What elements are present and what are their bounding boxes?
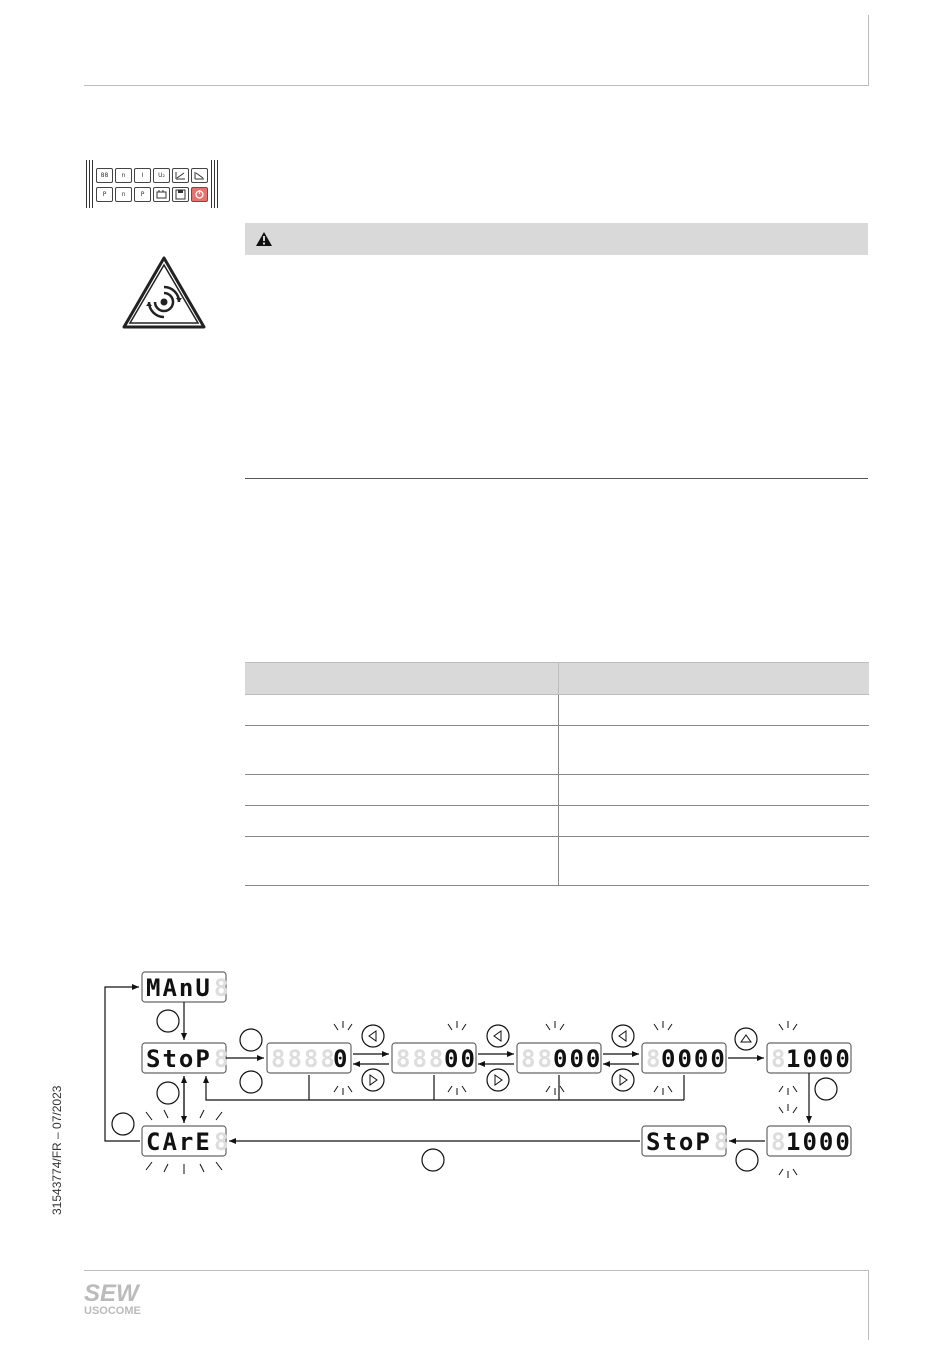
svg-text:8: 8: [214, 1128, 231, 1156]
keypad-graphic: [86, 160, 218, 208]
svg-text:8: 8: [771, 1045, 788, 1073]
display-d2-text: 00: [444, 1045, 477, 1073]
step-marker-3: [240, 1071, 262, 1093]
display-stop2-text: StoP: [646, 1128, 712, 1156]
svg-text:8: 8: [714, 1128, 731, 1156]
left-arrow-key-icon: [362, 1025, 384, 1047]
logo-bottom-text: USOCOME: [84, 1305, 141, 1317]
table-row: [245, 806, 869, 837]
warning-icon: [255, 231, 273, 247]
document-id: 31543774/FR – 07/2023: [50, 1085, 64, 1215]
save-icon: [173, 188, 188, 201]
table-header-cell: [245, 663, 559, 695]
footer-vertical-rule: [868, 1270, 869, 1340]
display-d1-text: 0: [333, 1045, 350, 1073]
footer-rule: [84, 1270, 869, 1271]
step-marker-8: [422, 1149, 444, 1171]
up-arrow-key-icon: [735, 1028, 757, 1050]
speed-key: n: [115, 168, 132, 183]
warning-header-bar: [245, 223, 868, 255]
svg-text:8: 8: [214, 1045, 231, 1073]
table-header-row: [245, 663, 869, 695]
header-rule: [84, 85, 869, 86]
display-key: 88: [96, 168, 113, 183]
table-header-cell: [559, 663, 870, 695]
manual-mode-flow-diagram: [0, 960, 950, 1180]
voltage-key: U₂: [153, 168, 170, 183]
right-arrow-key-icon: [487, 1069, 509, 1091]
speed-setpoint-key: n: [115, 187, 132, 202]
step-marker-6: [815, 1078, 837, 1100]
manual-mode-key: [153, 187, 170, 202]
ramp-down-key: [191, 168, 208, 183]
data-table: [245, 662, 869, 886]
right-arrow-key-icon: [612, 1069, 634, 1091]
display-care-text: CArE: [146, 1128, 212, 1156]
step-marker-5: [112, 1113, 134, 1135]
step-marker-2: [240, 1029, 262, 1051]
current-key: I: [134, 168, 151, 183]
table-row: [245, 837, 869, 886]
svg-text:8888: 8888: [271, 1045, 337, 1073]
right-arrow-key-icon: [362, 1069, 384, 1091]
left-arrow-key-icon: [612, 1025, 634, 1047]
display-stop-text: StoP: [146, 1045, 212, 1073]
parameter-key: P: [96, 187, 113, 202]
ramp-up-icon: [173, 169, 188, 182]
ramp-down-icon: [192, 169, 207, 182]
svg-text:8: 8: [214, 974, 231, 1002]
display-d4-text: 0000: [661, 1045, 727, 1073]
logo-top-text: SEW: [84, 1280, 139, 1307]
svg-text:8: 8: [771, 1128, 788, 1156]
manual-mode-icon: [154, 188, 169, 201]
stop-icon: [192, 188, 207, 201]
save-key: [172, 187, 189, 202]
step-marker-1: [157, 1010, 179, 1032]
ramp-up-key: [172, 168, 189, 183]
header-vertical-rule: [868, 15, 869, 85]
display-d3-text: 000: [553, 1045, 603, 1073]
automatic-restart-hazard-icon: [122, 256, 206, 330]
table-row: [245, 726, 869, 775]
parameter-set-key: P: [134, 187, 151, 202]
warning-end-rule: [245, 478, 868, 479]
company-logo: [84, 1282, 141, 1317]
display-manu-text: MAnU: [146, 974, 212, 1002]
svg-text:88: 88: [521, 1045, 554, 1073]
display-d6-text: 1000: [786, 1128, 852, 1156]
table-row: [245, 775, 869, 806]
table-row: [245, 695, 869, 726]
svg-text:888: 888: [396, 1045, 446, 1073]
step-marker-7: [736, 1149, 758, 1171]
stop-key: [191, 187, 208, 202]
display-d5-text: 1000: [786, 1045, 852, 1073]
left-arrow-key-icon: [487, 1025, 509, 1047]
svg-text:8: 8: [646, 1045, 663, 1073]
step-marker-4: [157, 1082, 179, 1104]
